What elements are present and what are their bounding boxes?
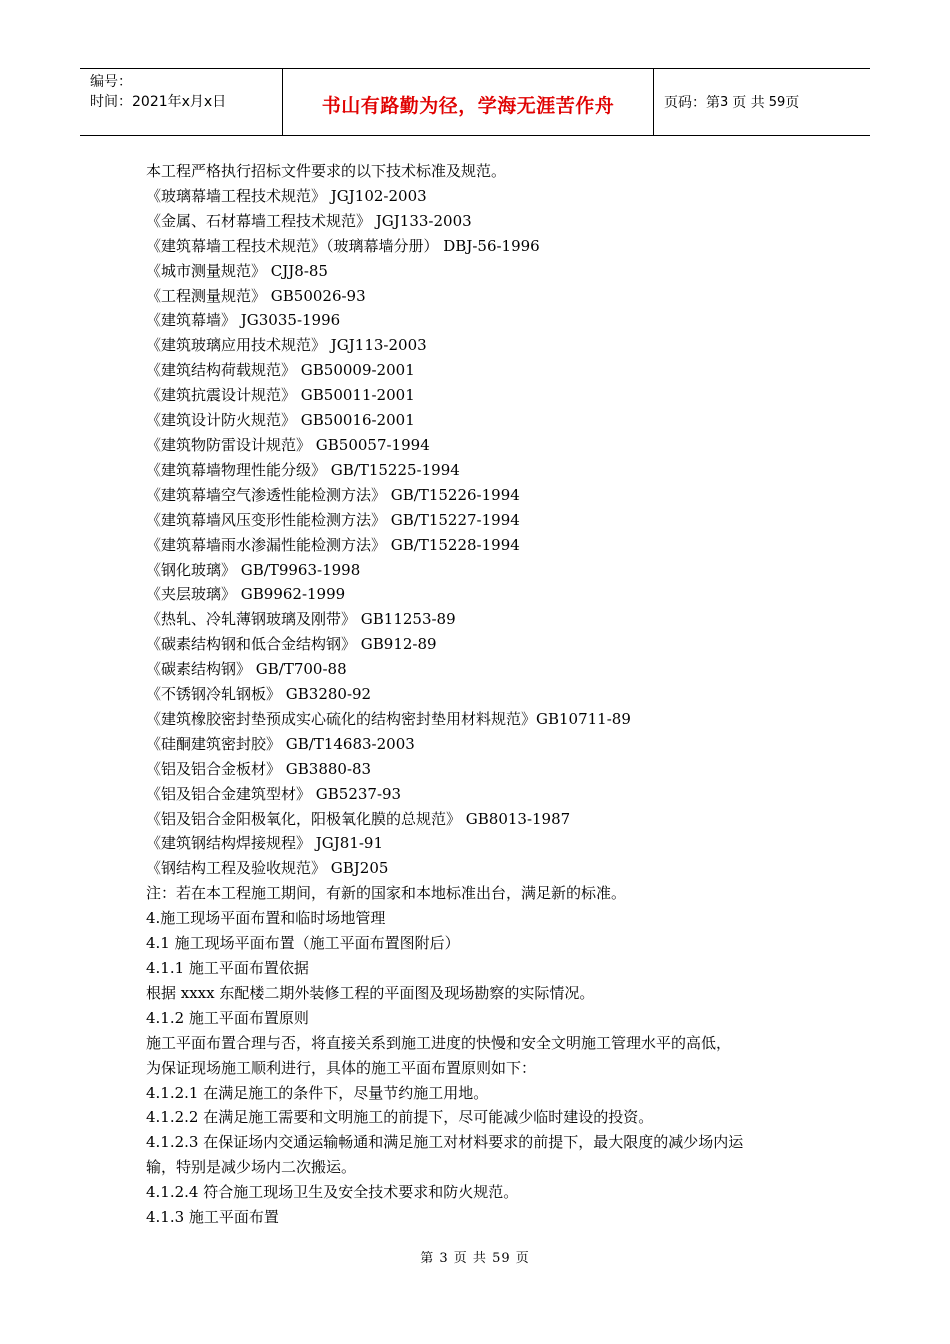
body-line: 4.1.1 施工平面布置依据 bbox=[146, 959, 309, 977]
body-line: 《铝及铝合金阳极氧化，阳极氧化膜的总规范》 GB8013-1987 bbox=[146, 809, 571, 828]
body-line: 《建筑结构荷载规范》 GB50009-2001 bbox=[146, 361, 415, 380]
page-header bbox=[80, 68, 870, 136]
body-line: 《钢化玻璃》 GB/T9963-1998 bbox=[146, 560, 361, 579]
body-line: 《建筑设计防火规范》 GB50016-2001 bbox=[146, 411, 415, 430]
body-line: 4.1.2.1 在满足施工的条件下，尽量节约施工用地。 bbox=[146, 1083, 489, 1102]
footer-page-current: 3 bbox=[439, 1251, 449, 1266]
footer-page-mid: 页 共 bbox=[453, 1251, 487, 1266]
header-motto-cell bbox=[282, 69, 654, 135]
footer-page-suffix: 页 bbox=[515, 1251, 530, 1266]
document-time-label: 时间：2021年x月x日 bbox=[90, 94, 227, 110]
body-line: 《铝及铝合金板材》 GB3880-83 bbox=[146, 759, 372, 778]
header-page-mid: 页 共 bbox=[732, 95, 765, 111]
document-number-label: 编号： bbox=[90, 74, 132, 90]
body-line: 4.1.2.3 在保证场内交通运输畅通和满足施工对材料要求的前提下，最大限度的减少场内运 bbox=[146, 1133, 744, 1152]
body-line: 《金属、石材幕墙工程技术规范》 JGJ133-2003 bbox=[146, 211, 472, 230]
body-line: 4.1 施工现场平面布置（施工平面布置图附后） bbox=[146, 934, 460, 953]
body-line: 《铝及铝合金建筑型材》 GB5237-93 bbox=[146, 784, 402, 803]
body-line: 《玻璃幕墙工程技术规范》 JGJ102-2003 bbox=[146, 186, 427, 205]
body-line: 《建筑玻璃应用技术规范》 JGJ113-2003 bbox=[146, 336, 427, 355]
body-line: 为保证现场施工顺利进行，具体的施工平面布置原则如下： bbox=[146, 1058, 537, 1077]
body-line: 《钢结构工程及验收规范》 GBJ205 bbox=[146, 859, 389, 878]
body-line: 《建筑钢结构焊接规程》 JGJ81-91 bbox=[146, 834, 384, 853]
body-line: 4.1.3 施工平面布置 bbox=[146, 1208, 279, 1227]
body-line: 《建筑物防雷设计规范》 GB50057-1994 bbox=[146, 435, 430, 454]
body-line: 《建筑抗震设计规范》 GB50011-2001 bbox=[146, 386, 415, 405]
body-line: 4.施工现场平面布置和临时场地管理 bbox=[146, 909, 386, 928]
document-body bbox=[146, 159, 818, 1230]
body-line: 《工程测量规范》 GB50026-93 bbox=[146, 286, 366, 305]
body-line: 《建筑幕墙》 JG3035-1996 bbox=[146, 311, 341, 330]
header-page-total: 59 bbox=[768, 94, 786, 110]
body-line: 本工程严格执行招标文件要求的以下技术标准及规范。 bbox=[146, 162, 507, 180]
body-line: 《不锈钢冷轧钢板》 GB3280-92 bbox=[146, 685, 372, 704]
body-line: 《建筑幕墙雨水渗漏性能检测方法》 GB/T15228-1994 bbox=[146, 535, 520, 554]
body-line: 4.1.2.4 符合施工现场卫生及安全技术要求和防火规范。 bbox=[146, 1183, 519, 1202]
body-line: 4.1.2.2 在满足施工需要和文明施工的前提下，尽可能减少临时建设的投资。 bbox=[146, 1108, 654, 1127]
body-line: 《碳素结构钢》 GB/T700-88 bbox=[146, 660, 347, 679]
footer-page-prefix: 第 bbox=[420, 1251, 435, 1266]
body-line: 输，特别是减少场内二次搬运。 bbox=[146, 1158, 357, 1177]
body-line: 根据 xxxx 东配楼二期外装修工程的平面图及现场勘察的实际情况。 bbox=[146, 983, 595, 1002]
page-footer bbox=[0, 1247, 950, 1266]
body-line: 注：若在本工程施工期间，有新的国家和本地标准出台，满足新的标准。 bbox=[146, 884, 627, 903]
body-line: 《硅酮建筑密封胶》 GB/T14683-2003 bbox=[146, 734, 415, 753]
body-line: 《夹层玻璃》 GB9962-1999 bbox=[146, 585, 346, 604]
body-line: 《建筑幕墙空气渗透性能检测方法》 GB/T15226-1994 bbox=[146, 485, 520, 504]
body-line: 《建筑幕墙物理性能分级》 GB/T15225-1994 bbox=[146, 460, 460, 479]
body-line: 施工平面布置合理与否，将直接关系到施工进度的快慢和安全文明施工管理水平的高低， bbox=[146, 1033, 732, 1052]
body-line: 《建筑幕墙风压变形性能检测方法》 GB/T15227-1994 bbox=[146, 510, 520, 529]
header-page-prefix: 页码：第 bbox=[664, 95, 720, 111]
body-line: 4.1.2 施工平面布置原则 bbox=[146, 1008, 309, 1027]
body-line: 《碳素结构钢和低合金结构钢》 GB912-89 bbox=[146, 635, 437, 654]
header-page-cell bbox=[654, 69, 870, 135]
footer-page-total: 59 bbox=[492, 1251, 511, 1266]
header-motto: 书山有路勤为径，学海无涯苦作舟 bbox=[321, 94, 615, 117]
body-line: 《热轧、冷轧薄钢玻璃及刚带》 GB11253-89 bbox=[146, 610, 456, 629]
header-page-current: 3 bbox=[720, 94, 729, 110]
body-line: 《建筑幕墙工程技术规范》（玻璃幕墙分册） DBJ-56-1996 bbox=[146, 236, 540, 255]
body-line: 《城市测量规范》 CJJ8-85 bbox=[146, 261, 328, 280]
header-info-cell bbox=[80, 69, 282, 135]
body-line: 《建筑橡胶密封垫预成实心硫化的结构密封垫用材料规范》GB10711-89 bbox=[146, 709, 631, 728]
header-page-suffix: 页 bbox=[785, 95, 800, 111]
